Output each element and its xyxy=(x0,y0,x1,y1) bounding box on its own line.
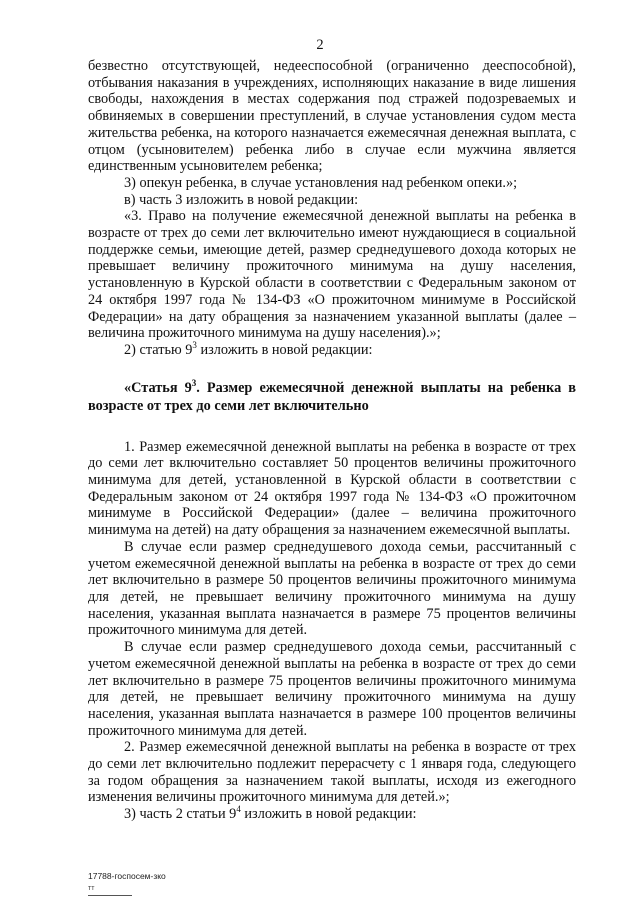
paragraph-article-9-4-intro-end: изложить в новой редакции: xyxy=(240,806,417,823)
footer-code: 17788-госпосем-зко xyxy=(88,871,166,881)
paragraph-article-9-3-intro-end: изложить в новой редакции: xyxy=(196,341,373,358)
footer-mark: тт xyxy=(88,885,95,892)
paragraph-part-3-intro: в) часть 3 изложить в новой редакции: xyxy=(124,191,359,208)
superscript-4: 4 xyxy=(236,804,241,815)
superscript-3: 3 xyxy=(192,340,197,351)
paragraph-100-percent-case: В случае если размер среднедушевого дохода семьи, рассчитанный с учетом ежемесячной денежной выплаты на ребенка в возрасте от трех до семи лет включительно в размере 75 процентов величины прожиточного минимума для детей, не превышает величину прожиточного минимума на душу населения, указанная выплата назначается в размере 100 процентов величины прожиточного минимума для детей. xyxy=(88,639,576,739)
paragraph-75-percent-case: В случае если размер среднедушевого дохода семьи, рассчитанный с учетом ежемесячной денежной выплаты на ребенка в возрасте от трех до семи лет включительно в размере 50 процентов величины прожиточного минимума для детей, не превышает величину прожиточного минимума на душу населения, указанная выплата назначается в размере 75 процентов величины прожиточного минимума для детей. xyxy=(88,538,576,639)
paragraph-guardian: 3) опекун ребенка, в случае установления над ребенком опеки.»; xyxy=(124,174,518,191)
paragraph-part-3-text: «3. Право на получение ежемесячной денежной выплаты на ребенка в возрасте от трех до семи лет включительно имеют нуждающиеся в социальной поддержке семьи, имеющие детей, размер среднедушевого дохода которых не превышает величину прожиточного минимума на душу населения, установленную в Курской области в соответствии с Федеральным законом от 24 октября 1997 года № 134-ФЗ «О прожиточном минимуме в Российской Федерации» на дату обращения за назначением указанной выплаты (далее – величина прожиточного минимума на душу населения).»; xyxy=(88,208,576,342)
article-heading-start: «Статья 9 xyxy=(124,379,192,396)
article-heading-superscript: 3 xyxy=(191,377,197,388)
article-heading xyxy=(88,379,576,415)
paragraph-article-point-2: 2. Размер ежемесячной денежной выплаты на ребенка в возрасте от трех до семи лет включительно подлежит перерасчету с 1 января года, следующего за годом обращения за назначением такой выплаты, исходя из ежегодного изменения величины прожиточного минимума для детей.»; xyxy=(88,739,576,806)
footer-divider xyxy=(88,895,132,896)
paragraph-article-9-3-intro-start: 2) статью 9 xyxy=(124,341,193,358)
paragraph-article-9-4-intro-start: 3) часть 2 статьи 9 xyxy=(124,806,237,823)
paragraph-article-9-3-intro xyxy=(88,342,576,359)
document-body xyxy=(88,58,576,823)
paragraph-article-point-1: 1. Размер ежемесячной денежной выплаты на ребенка в возрасте от трех до семи лет включительно составляет 50 процентов величины прожиточного минимума для детей, установленной в Курской области в соответствии с Федеральным законом от 24 октября 1997 года № 134-ФЗ «О прожиточном минимуме в Российской Федерации» (далее – величина прожиточного минимума на детей) на дату обращения за назначением ежемесячной выплаты. xyxy=(88,438,576,539)
paragraph-article-9-4-intro xyxy=(88,806,576,823)
article-heading-end: . Размер ежемесячной денежной выплаты на ребенка в возрасте от трех до семи лет включительно xyxy=(88,379,576,414)
page-number: 2 xyxy=(316,37,324,53)
paragraph-continuation: безвестно отсутствующей, недееспособной (ограниченно дееспособной), отбывания наказания в учреждениях, исполняющих наказание в виде лишения свободы, нахождения в местах содержания под стражей подозреваемых и обвиняемых в совершении преступлений, в случае установления судом места жительства ребенка, на которого назначается ежемесячная денежная выплата, с отцом (усыновителем) ребенка либо в случае если мужчина является единственным усыновителем ребенка; xyxy=(88,58,576,175)
